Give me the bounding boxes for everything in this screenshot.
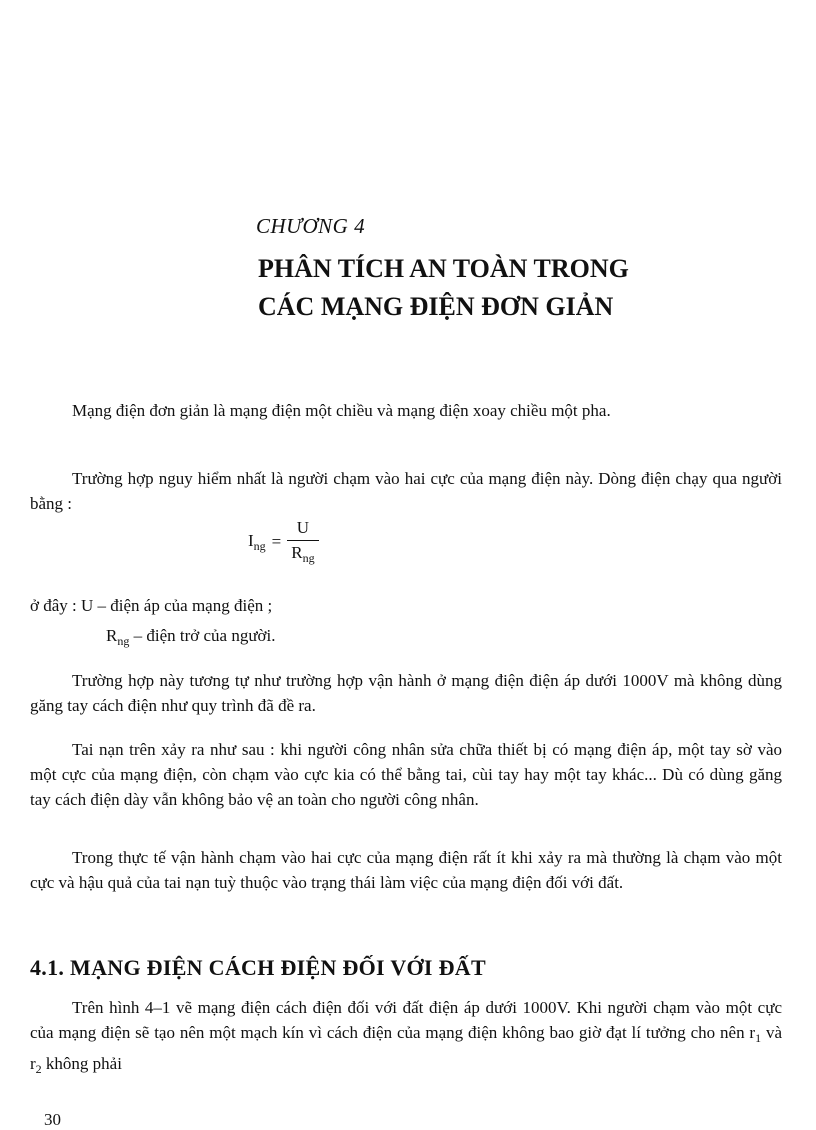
- formula-numerator: U: [296, 518, 310, 537]
- chapter-label: CHƯƠNG 4: [256, 214, 366, 238]
- formula-denominator: $R_{ng}$: [287, 540, 318, 566]
- paragraph-practice: [30, 845, 782, 895]
- paragraph-similar-case-text: Trường hợp này tương tự như trường hợp vận hành ở mạng điện điện áp dưới 1000V mà không dùng găng tay cách điện như quy trình đã đề ra.: [30, 671, 782, 715]
- definition-voltage: ở đây : U – điện áp của mạng điện ;: [30, 596, 273, 615]
- paragraph-danger-case-text: Trường hợp nguy hiểm nhất là người chạm vào hai cực của mạng điện này. Dòng điện chạy qua người bằng :: [30, 469, 782, 513]
- section-heading: 4.1. MẠNG ĐIỆN CÁCH ĐIỆN ĐỐI VỚI ĐẤT: [30, 955, 486, 980]
- paragraph-similar-case: [30, 668, 782, 718]
- paragraph-intro: [30, 398, 782, 423]
- paragraph-accident-text: Tai nạn trên xảy ra như sau : khi người công nhân sửa chữa thiết bị có mạng điện áp, một tay sờ vào một cực của mạng điện, còn chạm vào cực kia có thể bằng tai, cùi tay hay một tay khác... Dù có dùng găng tay cách điện dày vẫn không bảo vệ an toàn cho người công nhân.: [30, 740, 782, 809]
- paragraph-danger-case: [30, 466, 782, 516]
- chapter-title-line-1: PHÂN TÍCH AN TOÀN TRONG: [258, 254, 629, 283]
- chapter-title-line-2: CÁC MẠNG ĐIỆN ĐƠN GIẢN: [258, 292, 614, 321]
- formula-fraction: [287, 518, 318, 566]
- page-number: 30: [44, 1110, 61, 1129]
- chapter-title: [258, 250, 629, 326]
- paragraph-isolated-network: Trên hình 4–1 vẽ mạng điện cách điện đối với đất điện áp dưới 1000V. Khi người chạm vào một cực của mạng điện sẽ tạo nên một mạch kín vì cách điện của mạng điện không bao giờ đạt lí tưởng cho nên $r_1$ và $r_2$ không phải: [30, 998, 783, 1076]
- paragraph-intro-text: Mạng điện đơn giản là mạng điện một chiều và mạng điện xoay chiều một pha.: [72, 401, 611, 420]
- formula-lhs: $I_{ng}$: [248, 530, 266, 553]
- current-formula: [248, 518, 319, 566]
- paragraph-practice-text: Trong thực tế vận hành chạm vào hai cực của mạng điện rất ít khi xảy ra mà thường là chạm vào một cực và hậu quả của tai nạn tuỳ thuộc vào trạng thái làm việc của mạng điện đối với đất.: [30, 848, 782, 892]
- paragraph-accident: [30, 737, 782, 812]
- definition-resistance: $R_{ng}$ – điện trở của người.: [106, 626, 276, 648]
- formula-equals: =: [271, 532, 282, 551]
